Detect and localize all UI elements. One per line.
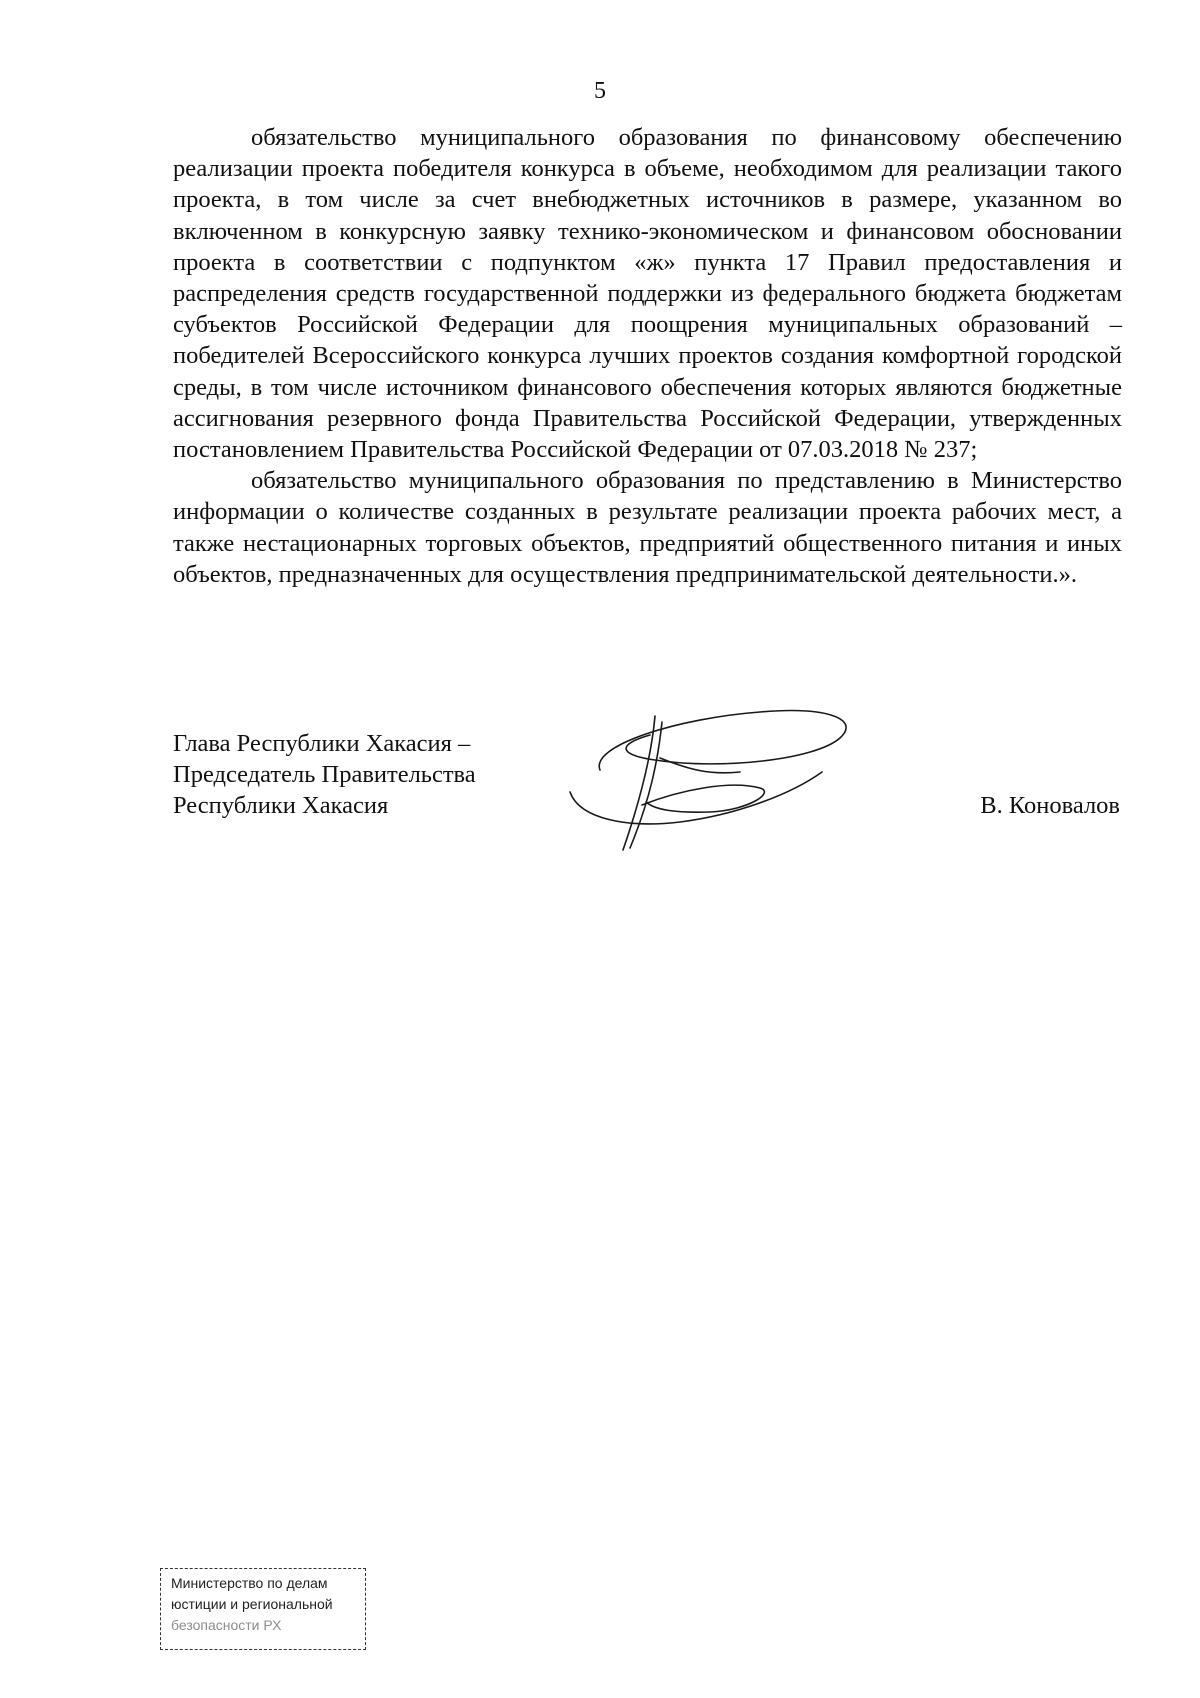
signatory-position: [173, 728, 476, 821]
stamp-line: юстиции и региональной: [171, 1596, 333, 1612]
paragraph-reporting-obligation: обязательство муниципального образования по представлению в Министерство информации о количестве созданных в результате реализации проекта рабочих мест, а также нестационарных торговых объектов, предприятий общественного питания и иных объектов, предназначенных для осуществления предпринимательской деятельности.».: [173, 467, 1122, 588]
signatory-position-line: Республики Хакасия: [173, 792, 389, 819]
document-body: [173, 122, 1122, 590]
page-number: 5: [594, 78, 606, 104]
stamp-line: Министерство по делам: [171, 1575, 328, 1591]
stamp-line: безопасности РХ: [171, 1617, 282, 1633]
ministry-stamp: [160, 1568, 366, 1650]
signatory-position-line: Глава Республики Хакасия –: [173, 730, 471, 757]
handwritten-signature: [560, 700, 870, 870]
paragraph-financial-obligation: обязательство муниципального образования по финансовому обеспечению реализации проекта победителя конкурса в объеме, необходимом для реализации такого проекта, в том числе за счет внебюджетных источников в размере, указанном во включенном в конкурсную заявку технико-экономическом и финансовом обосновании проекта в соответствии с подпунктом «ж» пункта 17 Правил предоставления и распределения средств государственной поддержки из федерального бюджета бюджетам субъектов Российской Федерации для поощрения муниципальных образований – победителей Всероссийского конкурса лучших проектов создания комфортной городской среды, в том числе источником финансового обеспечения которых являются бюджетные ассигнования резервного фонда Правительства Российской Федерации, утвержденных постановлением Правительства Российской Федерации от 07.03.2018 № 237;: [173, 124, 1122, 464]
signatory-position-line: Председатель Правительства: [173, 761, 476, 788]
signatory-name: В. Коновалов: [980, 792, 1120, 819]
